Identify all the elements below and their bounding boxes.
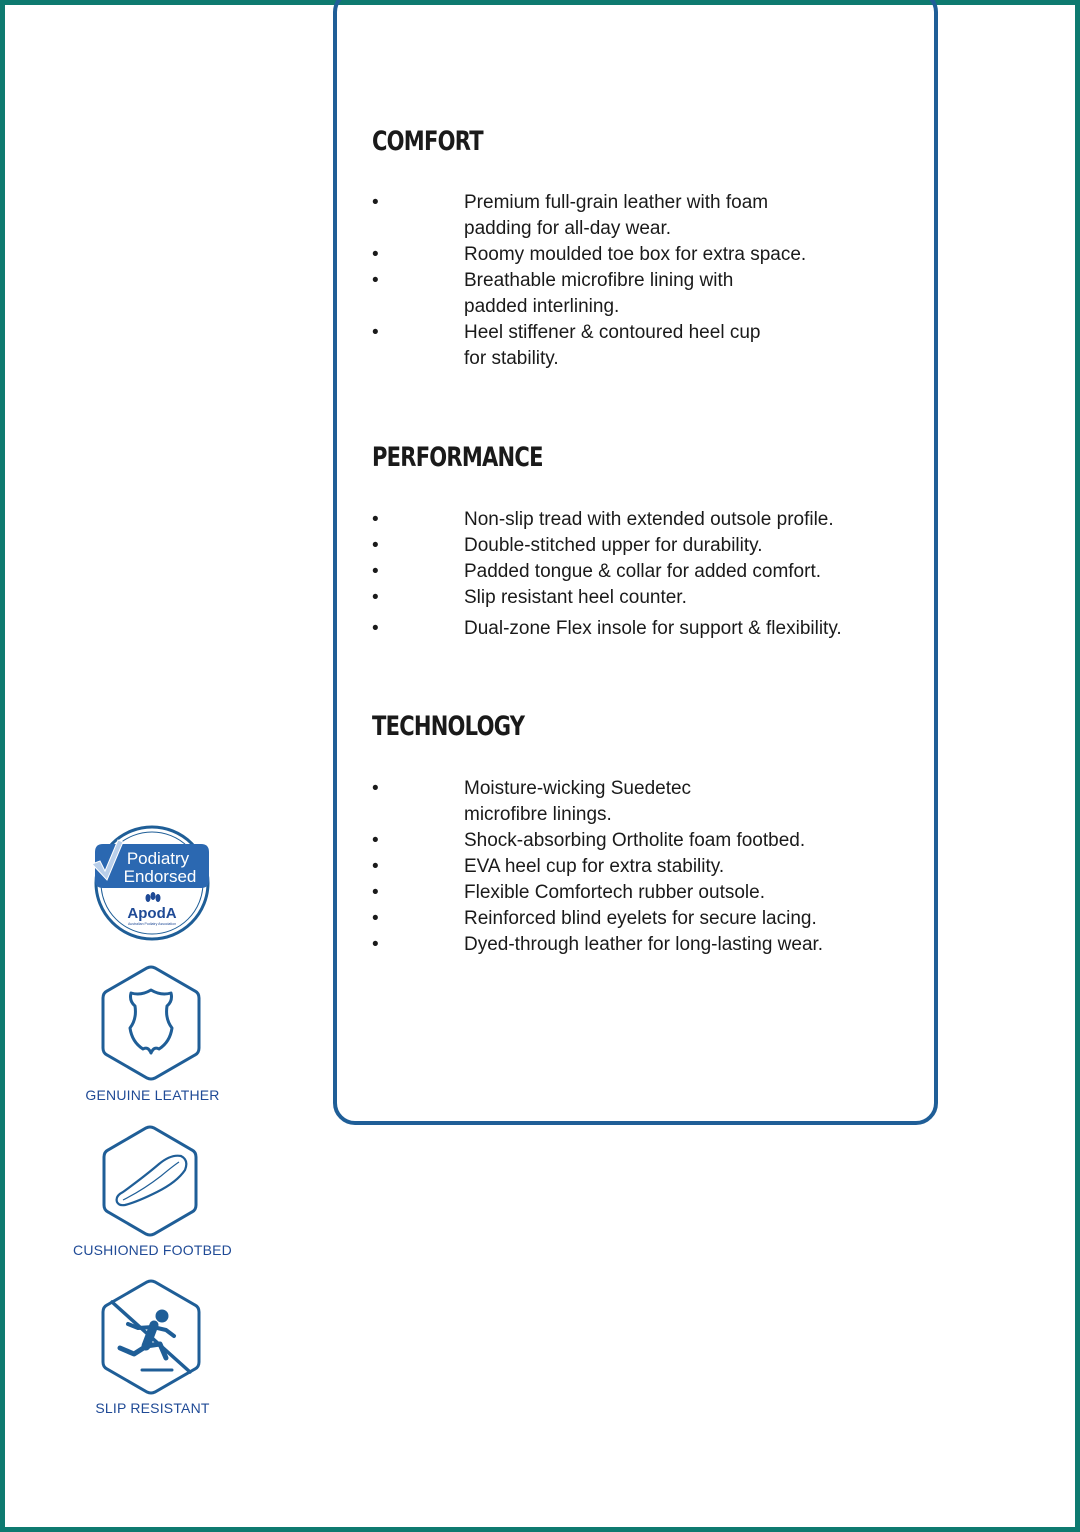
list-item: • Moisture-wicking Suedetec microfibre linings. <box>372 778 692 825</box>
svg-text:ApodA: ApodA <box>127 905 177 922</box>
svg-text:Podiatry: Podiatry <box>126 849 190 868</box>
cushioned-footbed-label: CUSHIONED FOOTBED <box>73 1242 232 1258</box>
list-item: • Breathable microfibre lining with padded interlining. <box>372 270 734 317</box>
section-title-performance: PERFORMANCE <box>372 442 543 473</box>
svg-text:Australian Podiatry Associatio: Australian Podiatry Association <box>127 922 177 926</box>
slip-resistant-label: SLIP RESISTANT <box>95 1400 210 1416</box>
list-item: • Double-stitched upper for durability. <box>372 535 763 556</box>
footbed-hexagon-icon <box>99 1124 201 1238</box>
technology-list <box>372 776 912 958</box>
list-item: • Roomy moulded toe box for extra space. <box>372 244 807 265</box>
leather-hexagon-icon <box>98 964 204 1082</box>
list-item: • Heel stiffener & contoured heel cup for stability. <box>372 322 761 369</box>
section-technology <box>372 711 912 958</box>
list-item: • Dyed-through leather for long-lasting wear. <box>372 934 824 955</box>
list-item: • Shock-absorbing Ortholite foam footbed. <box>372 830 806 851</box>
section-title-comfort: COMFORT <box>372 126 483 157</box>
genuine-leather-label: GENUINE LEATHER <box>85 1087 220 1103</box>
list-item: • Non-slip tread with extended outsole profile. <box>372 509 834 530</box>
list-item: • Reinforced blind eyelets for secure lacing. <box>372 908 817 929</box>
performance-list <box>372 507 912 642</box>
list-item: • Padded tongue & collar for added comfort. <box>372 561 822 582</box>
section-performance <box>372 442 912 642</box>
list-item: • Flexible Comfortech rubber outsole. <box>372 882 765 903</box>
svg-text:Endorsed: Endorsed <box>123 867 197 886</box>
section-comfort <box>372 126 912 372</box>
list-item: • Dual-zone Flex insole for support & flexibility. <box>372 618 842 639</box>
comfort-list <box>372 190 912 372</box>
list-item: • EVA heel cup for extra stability. <box>372 856 725 877</box>
leather-hide-icon <box>130 990 172 1053</box>
section-title-technology: TECHNOLOGY <box>372 711 525 742</box>
podiatry-endorsed-badge <box>92 824 212 942</box>
slip-hexagon-icon <box>98 1278 204 1396</box>
list-item: • Slip resistant heel counter. <box>372 587 687 608</box>
list-item: • Premium full-grain leather with foam padding for all-day wear. <box>372 192 769 239</box>
